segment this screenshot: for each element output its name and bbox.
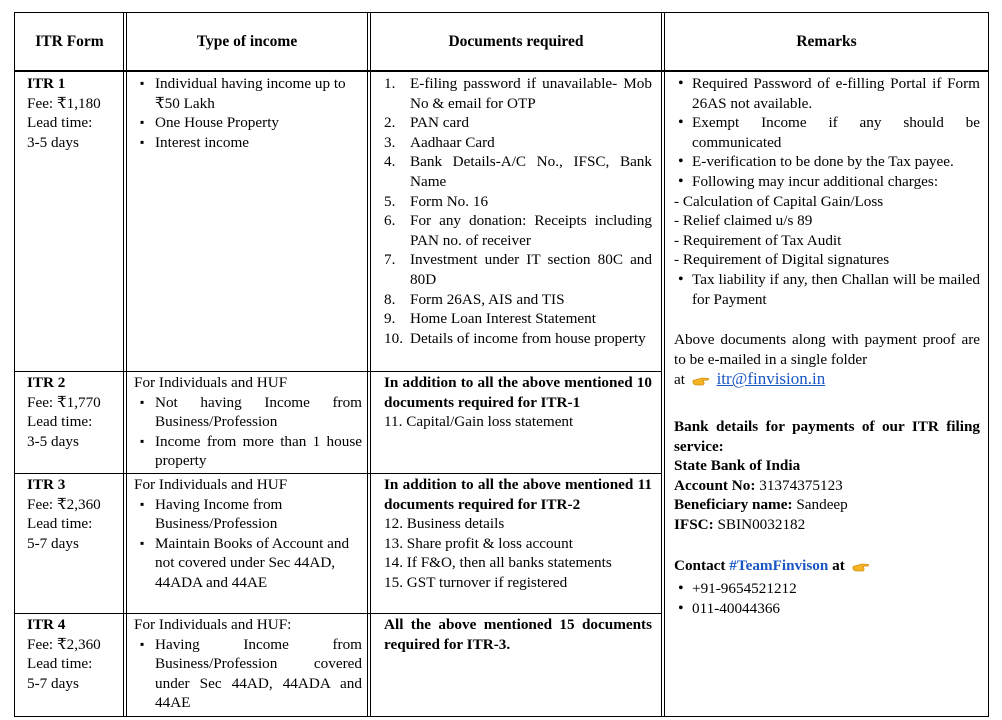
itr1-income-item: ▪ One House Property [127, 113, 363, 133]
itr2-fee: Fee: ₹1,770 [27, 393, 101, 411]
itr4-title: ITR 4 [27, 616, 66, 633]
itr2-income-item: ▪ Income from more than 1 house property [127, 432, 362, 471]
itr1-docs-list [384, 74, 652, 348]
itr2-docs-intro: In addition to all the above mentioned 10 documents required for ITR-1 [384, 374, 652, 411]
doc-item: 9. Home Loan Interest Statement [384, 310, 596, 328]
itr3-income-item: ▪ Having Income from Business/Profession [127, 495, 362, 534]
itr3-form-cell [27, 475, 122, 553]
doc-item: 15. GST turnover if registered [384, 573, 568, 591]
itr4-income-intro: For Individuals and HUF: [134, 616, 292, 633]
charge-item: - Requirement of Tax Audit [674, 231, 842, 249]
itr4-docs-cell [384, 615, 652, 654]
header-type-of-income: Type of income [196, 33, 298, 50]
doc-item: 1. E-filing password if unavailable- Mob No & email for OTP [384, 75, 652, 112]
itr4-income-item: ▪ Having Income from Business/Profession covered under Sec 44AD, 44ADA and 44AE [127, 635, 362, 713]
itr2-docs-cell [384, 373, 652, 432]
itr4-income-cell [134, 615, 362, 713]
itr3-docs-intro: In addition to all the above mentioned 11 documents required for ITR-2 [384, 476, 652, 513]
account-number: Account No: 31374375123 [674, 476, 843, 494]
ifsc-code: IFSC: SBIN0032182 [674, 515, 806, 533]
itr3-fee: Fee: ₹2,360 [27, 495, 101, 513]
doc-item: 13. Share profit & loss account [384, 534, 573, 552]
doc-item: 6. For any donation: Receipts including PAN no. of receiver [384, 212, 652, 249]
remarks-cell [674, 74, 980, 618]
itr1-income-item: ▪ Interest income [127, 133, 363, 153]
contact-line: Contact #TeamFinvison at [674, 556, 980, 579]
itr2-form-cell [27, 373, 122, 451]
itr2-lead-time: 3-5 days [27, 432, 79, 450]
remark-item: • E-verification to be done by the Tax payee. [674, 152, 980, 172]
doc-item: 11. Capital/Gain loss statement [384, 413, 574, 431]
doc-item: 2. PAN card [384, 114, 469, 132]
contact-hashtag[interactable]: #TeamFinvison [729, 557, 829, 575]
remark-item: • Required Password of e-filling Portal if Form 26AS not available. [674, 74, 980, 113]
remark-item: • Following may incur additional charges: [674, 172, 980, 192]
email-instructions: Above documents along with payment proof are to be e-mailed in a single folder [674, 331, 980, 368]
header-itr-form: ITR Form [35, 33, 104, 50]
charge-item: - Calculation of Capital Gain/Loss [674, 192, 884, 210]
bank-name: State Bank of India [674, 457, 801, 475]
itr4-lead-time: 5-7 days [27, 674, 79, 692]
itr3-income-intro: For Individuals and HUF [134, 476, 288, 493]
itr1-income-cell [127, 74, 363, 152]
itr3-lead-label: Lead time: [27, 515, 93, 533]
phone-number: • +91-9654521212 [674, 579, 980, 599]
header-remarks: Remarks [796, 33, 857, 50]
itr4-form-cell [27, 615, 122, 693]
header-documents-required: Documents required [448, 33, 584, 50]
itr4-docs-intro: All the above mentioned 15 documents required for ITR-3. [384, 616, 652, 653]
doc-item: 5. Form No. 16 [384, 192, 489, 210]
phone-number: • 011-40044366 [674, 599, 980, 619]
doc-item: 14. If F&O, then all banks statements [384, 554, 612, 572]
doc-item: 7. Investment under IT section 80C and 80D [384, 251, 652, 288]
itr3-docs-cell [384, 475, 652, 593]
doc-item: 10. Details of income from house property [384, 329, 646, 347]
doc-item: 8. Form 26AS, AIS and TIS [384, 290, 565, 308]
itr2-lead-label: Lead time: [27, 413, 93, 431]
itr3-income-item: ▪ Maintain Books of Account and not covered under Sec 44AD, 44ADA and 44AE [127, 534, 362, 593]
beneficiary-name: Beneficiary name: Sandeep [674, 496, 848, 514]
pointing-finger-icon [852, 559, 870, 579]
remark-item: • Exempt Income if any should be communicated [674, 113, 980, 152]
itr2-income-item: ▪ Not having Income from Business/Profession [127, 393, 362, 432]
itr4-fee: Fee: ₹2,360 [27, 635, 101, 653]
pointing-finger-icon [692, 373, 710, 393]
itr1-income-item: ▪ Individual having income up to ₹50 Lakh [127, 74, 363, 113]
email-link[interactable]: itr@finvision.in [716, 369, 826, 389]
remark-item: • Tax liability if any, then Challan will be mailed for Payment [674, 270, 980, 309]
itr4-lead-label: Lead time: [27, 655, 93, 673]
itr1-form-cell [27, 74, 122, 152]
itr1-lead-label: Lead time: [27, 114, 93, 132]
charge-item: - Requirement of Digital signatures [674, 251, 890, 269]
itr1-title: ITR 1 [27, 75, 66, 92]
doc-item: 4. Bank Details-A/C No., IFSC, Bank Name [384, 153, 652, 190]
itr3-title: ITR 3 [27, 476, 66, 493]
doc-item: 3. Aadhaar Card [384, 133, 495, 151]
charge-item: - Relief claimed u/s 89 [674, 212, 813, 230]
itr3-lead-time: 5-7 days [27, 534, 79, 552]
itr2-income-cell [134, 373, 362, 471]
doc-item: 12. Business details [384, 515, 505, 533]
itr2-income-intro: For Individuals and HUF [134, 374, 288, 391]
itr2-title: ITR 2 [27, 374, 66, 391]
itr1-fee: Fee: ₹1,180 [27, 94, 101, 112]
bank-heading: Bank details for payments of our ITR filing service: [674, 417, 980, 455]
itr3-income-cell [134, 475, 362, 593]
itr1-lead-time: 3-5 days [27, 133, 79, 151]
email-line: at itr@finvision.in [674, 369, 980, 393]
